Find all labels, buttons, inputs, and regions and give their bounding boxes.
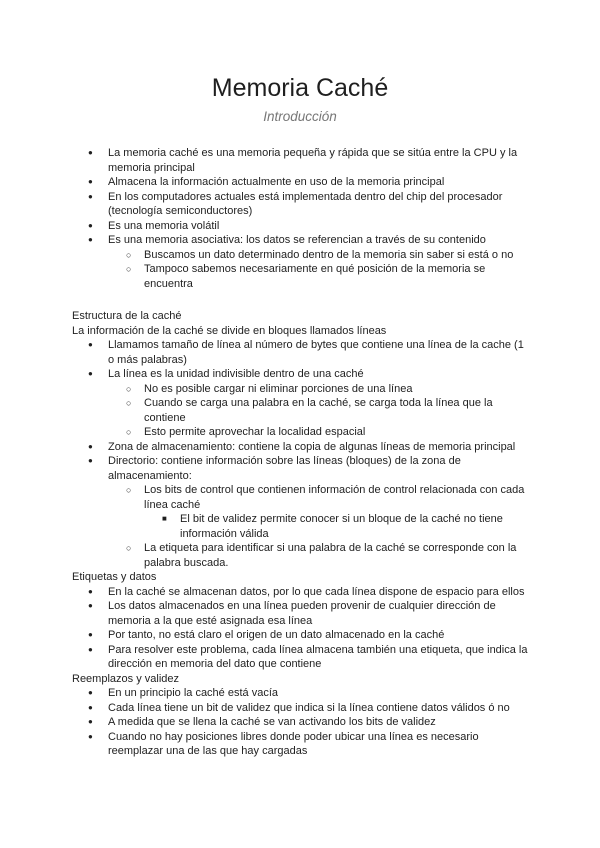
list-item: ○ Tampoco sabemos necesariamente en qué posición de la memoria se encuentra — [126, 262, 532, 291]
list-item: ○ Cuando se carga una palabra en la caché, se carga toda la línea que la contiene — [126, 396, 532, 425]
intro-section — [72, 146, 532, 291]
estructura-list — [72, 338, 532, 570]
list-item: ● En los computadores actuales está implementada dentro del chip del procesador (tecnología semiconductores) — [72, 190, 532, 219]
list-item: ● Zona de almacenamiento: contiene la copia de algunas líneas de memoria principal — [72, 440, 532, 455]
list-item: ● Cada línea tiene un bit de validez que indica si la línea contiene datos válidos ó no — [72, 701, 532, 716]
linea-sublist — [108, 382, 532, 440]
section-heading-estructura: Estructura de la caché — [72, 310, 182, 322]
section-heading-reemplazos: Reemplazos y validez — [72, 672, 179, 685]
content-body — [72, 309, 532, 759]
list-item: ○ Buscamos un dato determinado dentro de la memoria sin saber si está o no — [126, 248, 532, 263]
list-item: ○ No es posible cargar ni eliminar porciones de una línea — [126, 382, 532, 397]
list-item: ● La línea es la unidad indivisible dentro de una caché ○ No es posible cargar ni eliminar porciones de una línea ○ Cuando se carga una palabra en la caché, se carga toda la línea que la contiene ○ Esto permite aprovechar la localidad espacial — [72, 367, 532, 440]
section-heading-etiquetas: Etiquetas y datos — [72, 571, 157, 583]
reemplazos-list — [72, 686, 532, 759]
page-title: Memoria Caché — [211, 74, 389, 102]
list-item: ○ Esto permite aprovechar la localidad espacial — [126, 425, 532, 440]
list-item: ■ El bit de validez permite conocer si un bloque de la caché no tiene información válida — [162, 512, 532, 541]
estructura-intro-line: La información de la caché se divide en bloques llamados líneas — [72, 324, 387, 337]
intro-sublist — [108, 248, 532, 292]
list-item: ● Los datos almacenados en una línea pueden provenir de cualquier dirección de memoria a la que esté asignada esa línea — [72, 599, 532, 628]
bits-sublist — [144, 512, 532, 541]
etiquetas-list — [72, 585, 532, 672]
list-item: ● Llamamos tamaño de línea al número de bytes que contiene una línea de la cache (1 o más palabras) — [72, 338, 532, 367]
list-item: ● Directorio: contiene información sobre las líneas (bloques) de la zona de almacenamiento: ○ Los bits de control que contienen información de control relacionada con cada línea caché ■ El bit de validez permite conocer si un bloque de la caché no tiene información válida ○ La etiqueta para identificar si una palabra de la caché se corresponde con la palabra buscada. — [72, 454, 532, 570]
page-subtitle: Introducción — [263, 109, 337, 124]
list-item: ○ La etiqueta para identificar si una palabra de la caché se corresponde con la palabra buscada. — [126, 541, 532, 570]
intro-list — [72, 146, 532, 291]
list-item: ○ Los bits de control que contienen información de control relacionada con cada línea caché ■ El bit de validez permite conocer si un bloque de la caché no tiene información válida — [126, 483, 532, 541]
directorio-sublist — [108, 483, 532, 570]
list-item: ● A medida que se llena la caché se van activando los bits de validez — [72, 715, 532, 730]
list-item: ● Almacena la información actualmente en uso de la memoria principal — [72, 175, 532, 190]
list-item: ● Para resolver este problema, cada línea almacena también una etiqueta, que indica la dirección en memoria del dato que contiene — [72, 643, 532, 672]
list-item: ● En la caché se almacenan datos, por lo que cada línea dispone de espacio para ellos — [72, 585, 532, 600]
list-item: ● Cuando no hay posiciones libres donde poder ubicar una línea es necesario reemplazar una de las que hay cargadas — [72, 730, 532, 759]
list-item: ● Es una memoria asociativa: los datos se referencian a través de su contenido ○ Buscamos un dato determinado dentro de la memoria sin saber si está o no ○ Tampoco sabemos necesariamente en qué posición de la memoria se encuentra — [72, 233, 532, 291]
list-item: ● Es una memoria volátil — [72, 219, 532, 234]
list-item: ● En un principio la caché está vacía — [72, 686, 532, 701]
list-item: ● Por tanto, no está claro el origen de un dato almacenado en la caché — [72, 628, 532, 643]
list-item: ● La memoria caché es una memoria pequeña y rápida que se sitúa entre la CPU y la memoria principal — [72, 146, 532, 175]
